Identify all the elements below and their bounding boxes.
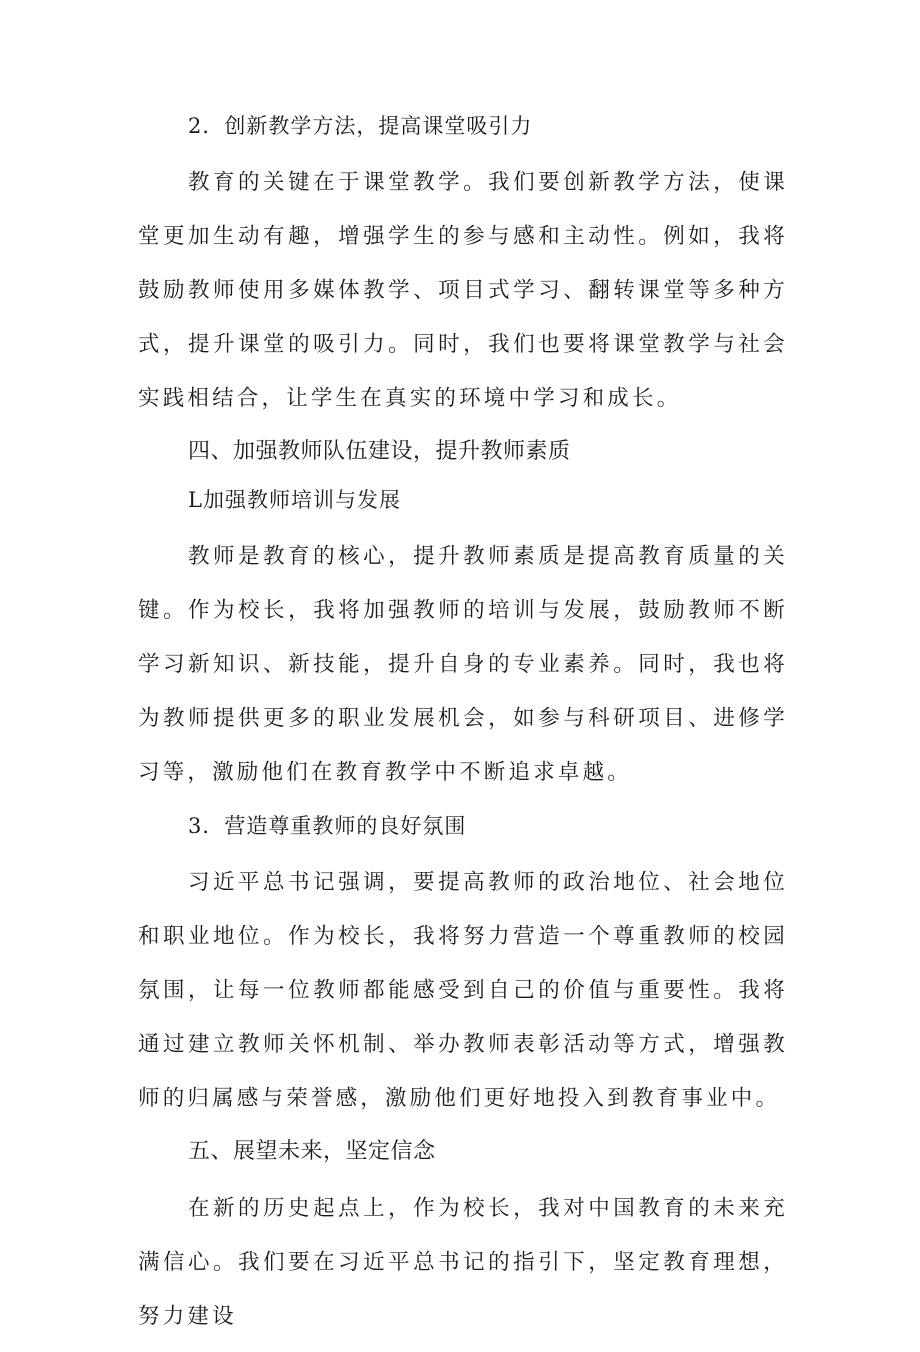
subheading-respect-teachers: 3．营造尊重教师的良好氛围 [188, 814, 467, 838]
paragraph-teacher-quality: 教师是教育的核心，提升教师素质是提高教育质量的关键。作为校长，我将加强教师的培训与发展，鼓励教师不断学习新知识、新技能，提升自身的专业素养。同时，我也将为教师提供更多的职业发展机会，如参与科研项目、进修学习等，激励他们在教育教学中不断追求卓越。 [138, 544, 788, 785]
document-body [138, 108, 788, 1352]
subheading-teacher-training: L加强教师培训与发展 [188, 488, 401, 512]
paragraph-future-confidence: 在新的历史起点上，作为校长，我对中国教育的未来充满信心。我们要在习近平总书记的指引下，坚定教育理想，努力建设 [138, 1196, 788, 1329]
paragraph-respect-atmosphere: 习近平总书记强调，要提高教师的政治地位、社会地位和职业地位。作为校长，我将努力营造一个尊重教师的校园氛围，让每一位教师都能感受到自己的价值与重要性。我将通过建立教师关怀机制、举办教师表彰活动等方式，增强教师的归属感与荣誉感，激励他们更好地投入到教育事业中。 [138, 870, 788, 1111]
section-heading-future: 五、展望未来，坚定信念 [188, 1139, 436, 1164]
section-heading-teacher-team: 四、加强教师队伍建设，提升教师素质 [188, 439, 571, 464]
subheading-innovate-teaching: 2．创新教学方法，提高课堂吸引力 [188, 114, 533, 138]
paragraph-classroom-teaching: 教育的关键在于课堂教学。我们要创新教学方法，使课堂更加生动有趣，增强学生的参与感和主动性。例如，我将鼓励教师使用多媒体教学、项目式学习、翻转课堂等多种方式，提升课堂的吸引力。同时，我们也要将课堂教学与社会实践相结合，让学生在真实的环境中学习和成长。 [138, 170, 788, 411]
